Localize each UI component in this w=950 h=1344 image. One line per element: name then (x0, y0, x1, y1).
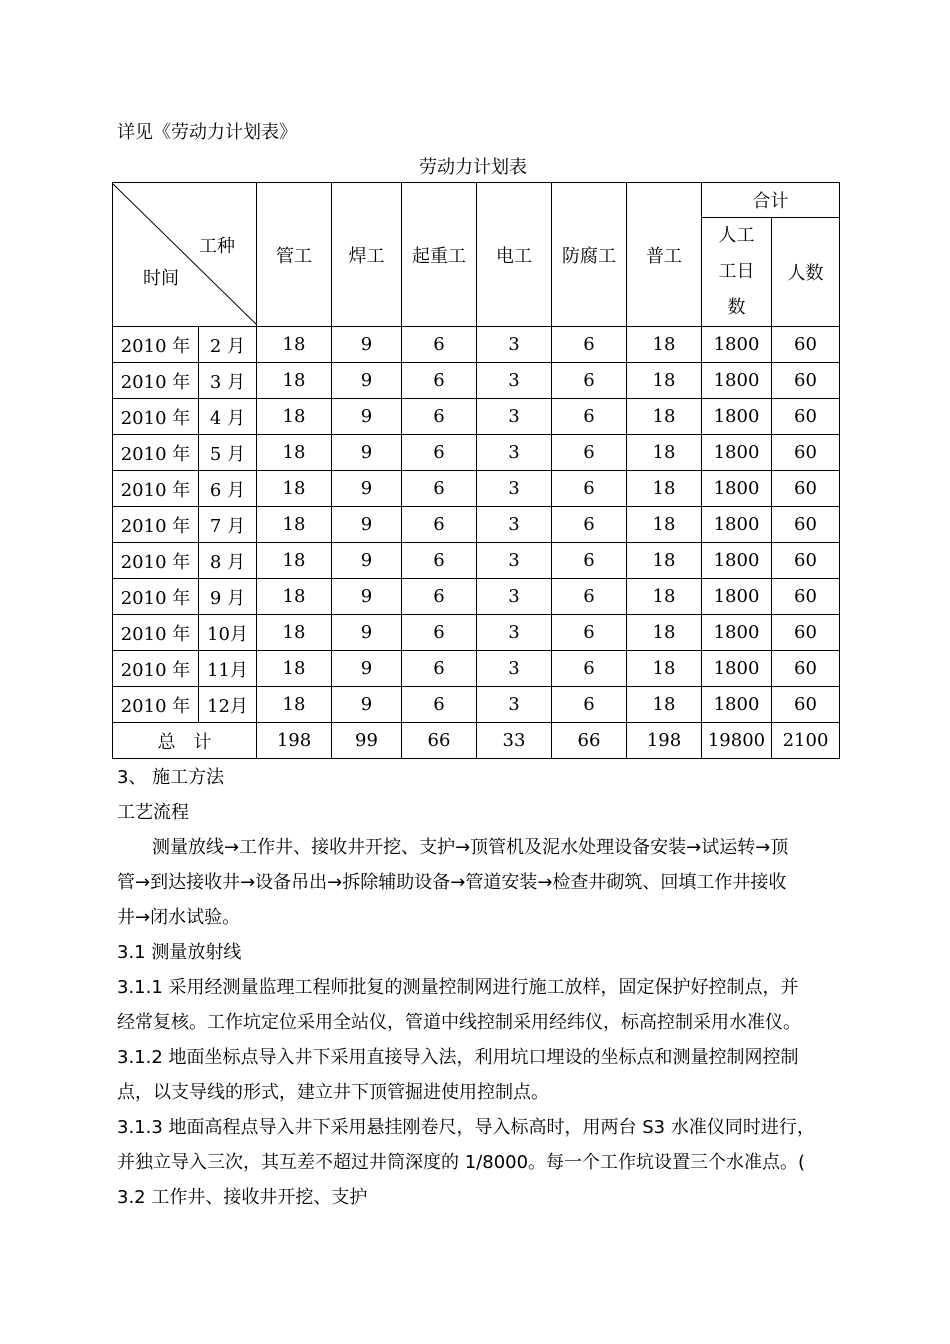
corner-header (113, 183, 257, 327)
process-line: 井→闭水试验。 (117, 907, 241, 928)
value-cell: 6 (402, 327, 477, 363)
value-cell: 60 (772, 363, 840, 399)
value-cell: 9 (332, 543, 402, 579)
para-3-1-1: 经常复核。工作坑定位采用全站仪，管道中线控制采用经纬仪，标高控制采用水准仪。 (117, 1012, 801, 1033)
value-cell: 6 (402, 615, 477, 651)
para-3-1-2: 3.1.2 地面坐标点导入井下采用直接导入法，利用坑口埋设的坐标点和测量控制网控制 (117, 1047, 799, 1068)
total-label: 总 计 (113, 723, 257, 759)
value-cell: 6 (402, 579, 477, 615)
table-row (113, 543, 840, 579)
value-cell: 60 (772, 327, 840, 363)
value-cell: 18 (257, 687, 332, 723)
value-cell: 1800 (702, 687, 772, 723)
value-cell: 6 (552, 651, 627, 687)
value-cell: 18 (627, 543, 702, 579)
col-header: 普工 (627, 183, 702, 327)
value-cell: 3 (477, 363, 552, 399)
value-cell: 6 (552, 399, 627, 435)
value-cell: 60 (772, 687, 840, 723)
corner-label-time: 时间 (143, 268, 179, 289)
value-cell: 1800 (702, 435, 772, 471)
total-cell: 66 (402, 723, 477, 759)
month-cell: 8 月 (199, 543, 257, 579)
value-cell: 3 (477, 399, 552, 435)
value-cell: 3 (477, 327, 552, 363)
process-line: 管→到达接收井→设备吊出→拆除辅助设备→管道安装→检查井砌筑、回填工作井接收 (117, 872, 787, 893)
table-row (113, 651, 840, 687)
value-cell: 18 (257, 507, 332, 543)
year-cell: 2010 年 (113, 399, 199, 435)
month-cell: 4 月 (199, 399, 257, 435)
value-cell: 60 (772, 507, 840, 543)
value-cell: 9 (332, 579, 402, 615)
section-3-heading: 3、 施工方法 (117, 767, 225, 788)
month-cell: 5 月 (199, 435, 257, 471)
year-cell: 2010 年 (113, 507, 199, 543)
year-cell: 2010 年 (113, 363, 199, 399)
total-group-header: 合计 (702, 183, 840, 218)
value-cell: 1800 (702, 579, 772, 615)
value-cell: 6 (552, 363, 627, 399)
year-cell: 2010 年 (113, 327, 199, 363)
total-row (113, 723, 840, 759)
para-3-1-3: 3.1.3 地面高程点导入井下采用悬挂刚卷尺，导入标高时，用两台 S3 水准仪同时进行， (117, 1117, 815, 1138)
month-cell: 12月 (199, 687, 257, 723)
value-cell: 3 (477, 651, 552, 687)
col-header: 起重工 (402, 183, 477, 327)
col-header: 防腐工 (552, 183, 627, 327)
value-cell: 60 (772, 399, 840, 435)
para-3-1-1: 3.1.1 采用经测量监理工程师批复的测量控制网进行施工放样，固定保护好控制点，并 (117, 977, 799, 998)
value-cell: 6 (552, 687, 627, 723)
col-header: 焊工 (332, 183, 402, 327)
value-cell: 18 (257, 471, 332, 507)
value-cell: 3 (477, 435, 552, 471)
value-cell: 60 (772, 579, 840, 615)
value-cell: 1800 (702, 507, 772, 543)
value-cell: 18 (257, 435, 332, 471)
month-cell: 2 月 (199, 327, 257, 363)
table-row (113, 615, 840, 651)
value-cell: 6 (402, 651, 477, 687)
value-cell: 18 (627, 507, 702, 543)
intro-text: 详见《劳动力计划表》 (117, 122, 297, 143)
table-row (113, 399, 840, 435)
value-cell: 18 (627, 615, 702, 651)
value-cell: 6 (552, 471, 627, 507)
value-cell: 1800 (702, 651, 772, 687)
diagonal-line (113, 184, 257, 325)
corner-label-type: 工种 (199, 236, 235, 257)
value-cell: 9 (332, 327, 402, 363)
table-row (113, 579, 840, 615)
section-3-2-heading: 3.2 工作井、接收井开挖、支护 (117, 1187, 368, 1208)
value-cell: 3 (477, 471, 552, 507)
para-3-1-2: 点，以支导线的形式，建立井下顶管掘进使用控制点。 (117, 1082, 549, 1103)
value-cell: 6 (402, 543, 477, 579)
value-cell: 18 (257, 327, 332, 363)
value-cell: 6 (552, 543, 627, 579)
value-cell: 6 (552, 507, 627, 543)
value-cell: 60 (772, 651, 840, 687)
value-cell: 60 (772, 471, 840, 507)
year-cell: 2010 年 (113, 543, 199, 579)
table-body (113, 327, 840, 723)
value-cell: 1800 (702, 327, 772, 363)
month-cell: 11月 (199, 651, 257, 687)
year-cell: 2010 年 (113, 579, 199, 615)
section-3-1-heading: 3.1 测量放射线 (117, 942, 242, 963)
value-cell: 6 (402, 399, 477, 435)
total-cell: 19800 (702, 723, 772, 759)
table-row (113, 471, 840, 507)
value-cell: 18 (627, 363, 702, 399)
table-row (113, 687, 840, 723)
para-3-1-3: 并独立导入三次，其互差不超过井筒深度的 1/8000。每一个工作坑设置三个水准点。( (117, 1152, 806, 1173)
col-header-people: 人数 (772, 218, 840, 327)
month-cell: 10月 (199, 615, 257, 651)
value-cell: 6 (552, 435, 627, 471)
value-cell: 6 (552, 327, 627, 363)
month-cell: 9 月 (199, 579, 257, 615)
month-cell: 6 月 (199, 471, 257, 507)
value-cell: 1800 (702, 399, 772, 435)
value-cell: 60 (772, 435, 840, 471)
table-row (113, 363, 840, 399)
value-cell: 18 (627, 399, 702, 435)
value-cell: 6 (402, 435, 477, 471)
process-line: 测量放线→工作井、接收井开挖、支护→顶管机及泥水处理设备安装→试运转→顶 (152, 837, 789, 858)
value-cell: 18 (257, 615, 332, 651)
col-header-labor-days: 人工 工日 数 (702, 218, 772, 327)
total-cell: 33 (477, 723, 552, 759)
value-cell: 6 (402, 471, 477, 507)
value-cell: 18 (627, 327, 702, 363)
value-cell: 18 (257, 651, 332, 687)
total-cell: 2100 (772, 723, 840, 759)
value-cell: 3 (477, 507, 552, 543)
labor-plan-table (112, 182, 840, 759)
value-cell: 9 (332, 435, 402, 471)
value-cell: 6 (402, 363, 477, 399)
year-cell: 2010 年 (113, 471, 199, 507)
value-cell: 60 (772, 543, 840, 579)
value-cell: 1800 (702, 543, 772, 579)
month-cell: 3 月 (199, 363, 257, 399)
year-cell: 2010 年 (113, 651, 199, 687)
month-cell: 7 月 (199, 507, 257, 543)
value-cell: 18 (627, 651, 702, 687)
value-cell: 9 (332, 363, 402, 399)
total-cell: 198 (627, 723, 702, 759)
value-cell: 18 (627, 435, 702, 471)
value-cell: 9 (332, 687, 402, 723)
value-cell: 3 (477, 543, 552, 579)
col-header: 管工 (257, 183, 332, 327)
value-cell: 1800 (702, 615, 772, 651)
value-cell: 18 (627, 687, 702, 723)
value-cell: 6 (402, 507, 477, 543)
value-cell: 18 (627, 471, 702, 507)
year-cell: 2010 年 (113, 615, 199, 651)
value-cell: 9 (332, 399, 402, 435)
value-cell: 1800 (702, 363, 772, 399)
value-cell: 18 (257, 399, 332, 435)
value-cell: 9 (332, 615, 402, 651)
total-cell: 99 (332, 723, 402, 759)
value-cell: 9 (332, 507, 402, 543)
process-heading: 工艺流程 (117, 802, 189, 823)
total-cell: 66 (552, 723, 627, 759)
year-cell: 2010 年 (113, 435, 199, 471)
value-cell: 18 (627, 579, 702, 615)
value-cell: 1800 (702, 471, 772, 507)
table-row (113, 507, 840, 543)
value-cell: 60 (772, 615, 840, 651)
value-cell: 18 (257, 363, 332, 399)
table-caption: 劳动力计划表 (419, 157, 527, 178)
col-header: 电工 (477, 183, 552, 327)
value-cell: 6 (552, 579, 627, 615)
table-row (113, 435, 840, 471)
value-cell: 18 (257, 543, 332, 579)
value-cell: 3 (477, 615, 552, 651)
total-cell: 198 (257, 723, 332, 759)
value-cell: 3 (477, 579, 552, 615)
value-cell: 3 (477, 687, 552, 723)
value-cell: 9 (332, 651, 402, 687)
table-row (113, 327, 840, 363)
value-cell: 9 (332, 471, 402, 507)
value-cell: 6 (402, 687, 477, 723)
value-cell: 18 (257, 579, 332, 615)
value-cell: 6 (552, 615, 627, 651)
year-cell: 2010 年 (113, 687, 199, 723)
